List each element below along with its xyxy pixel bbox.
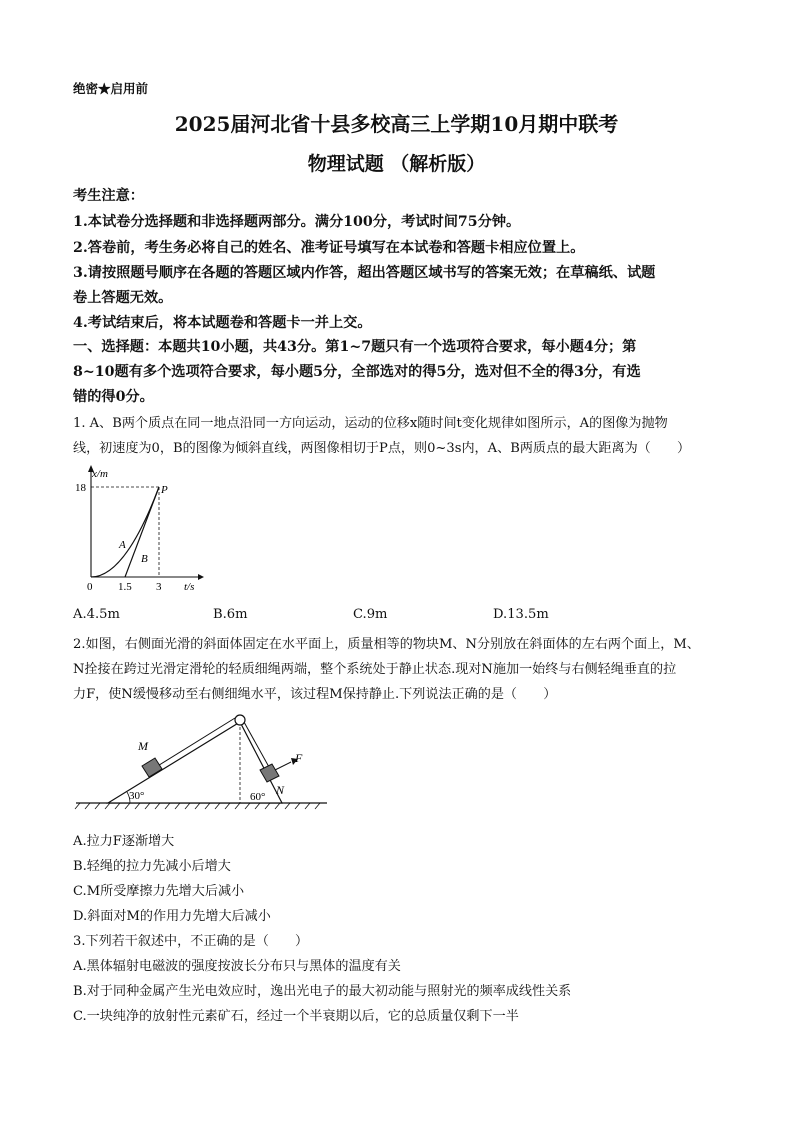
x-axis-label: x/m [92, 468, 108, 480]
exam-subtitle: 物理试题 （解析版） [307, 153, 486, 175]
q1-option-b: B.6m [213, 607, 248, 622]
label-b: B [141, 553, 148, 565]
angle-60-label: 60° [250, 791, 266, 803]
label-p: P [161, 484, 168, 496]
tick-3: 3 [156, 581, 162, 593]
force-f-arrow [275, 762, 291, 770]
label-m: M [138, 739, 148, 753]
notice-item: 1.本试卷分选择题和非选择题两部分。满分100分，考试时间75分钟。 [73, 214, 521, 230]
label-a: A [119, 539, 126, 551]
notice-item: 3.请按照题号顺序在各题的答题区域内作答，超出答题区域书写的答案无效；在草稿纸、试题 [73, 265, 656, 281]
q1-option-c: C.9m [353, 607, 388, 622]
q3-option-c: C.一块纯净的放射性元素矿石，经过一个半衰期以后，它的总质量仅剩下一半 [73, 1009, 519, 1024]
label-f: F [295, 751, 303, 765]
section-instructions: 8~10题有多个选项符合要求，每小题5分，全部选对的得5分，选对但不全的得3分，有选 [73, 364, 641, 380]
q2-option-c: C.M所受摩擦力先增大后减小 [73, 884, 245, 899]
question-1-stem: 线，初速度为0，B的图像为倾斜直线，两图像相切于P点，则0~3s内，A、B两质点的最大距离为（ ） [73, 441, 691, 456]
q2-option-d: D.斜面对M的作用力先增大后减小 [73, 909, 271, 924]
tick-18: 18 [75, 482, 86, 494]
angle-30-label: 30° [129, 790, 145, 802]
question-1-xt-graph [70, 462, 210, 597]
question-1-stem: 1. A、B两个质点在同一地点沿同一方向运动，运动的位移x随时间t变化规律如图所示，A的图像为抛物 [73, 416, 668, 431]
question-2-stem: N拴接在跨过光滑定滑轮的轻质细绳两端，整个系统处于静止状态.现对N施加一始终与右侧轻绳垂直的拉 [73, 662, 677, 677]
ground-hatch [75, 803, 320, 809]
q1-option-a: A.4.5m [73, 607, 120, 622]
notice-heading: 考生注意： [73, 188, 144, 204]
question-3-stem: 3.下列若干叙述中，不正确的是（ ） [73, 934, 309, 949]
question-2-stem: 2.如图，右侧面光滑的斜面体固定在水平面上，质量相等的物块M、N分别放在斜面体的左右两个面上，M、 [73, 637, 700, 652]
t-axis-label: t/s [184, 581, 195, 593]
notice-item: 2.答卷前，考生务必将自己的姓名、准考证号填写在本试卷和答题卡相应位置上。 [73, 240, 585, 256]
label-n: N [276, 783, 285, 797]
section-instructions: 一、选择题：本题共10小题，共43分。第1~7题只有一个选项符合要求，每小题4分；第 [73, 339, 637, 355]
curve-a [91, 487, 159, 577]
t-axis-arrow [198, 574, 204, 580]
question-2-incline-figure [72, 708, 332, 813]
tick-0: 0 [87, 581, 93, 593]
tick-1-5: 1.5 [118, 581, 132, 593]
question-2-stem: 力F，使N缓慢移动至右侧细绳水平，该过程M保持静止.下列说法正确的是（ ） [73, 687, 557, 702]
notice-item: 4.考试结束后，将本试题卷和答题卡一并上交。 [73, 315, 372, 331]
q3-option-a: A.黑体辐射电磁波的强度按波长分布只与黑体的温度有关 [73, 959, 401, 974]
pulley [235, 715, 245, 725]
q2-option-a: A.拉力F逐渐增大 [73, 834, 175, 849]
secret-mark: 绝密★启用前 [73, 81, 149, 96]
exam-title: 2025届河北省十县多校高三上学期10月期中联考 [174, 112, 619, 136]
q3-option-b: B.对于同种金属产生光电效应时，逸出光电子的最大初动能与照射光的频率成线性关系 [73, 984, 572, 999]
q1-option-d: D.13.5m [493, 607, 549, 622]
q2-option-b: B.轻绳的拉力先减小后增大 [73, 859, 231, 874]
section-instructions: 错的得0分。 [73, 389, 154, 405]
notice-item: 卷上答题无效。 [73, 290, 173, 306]
